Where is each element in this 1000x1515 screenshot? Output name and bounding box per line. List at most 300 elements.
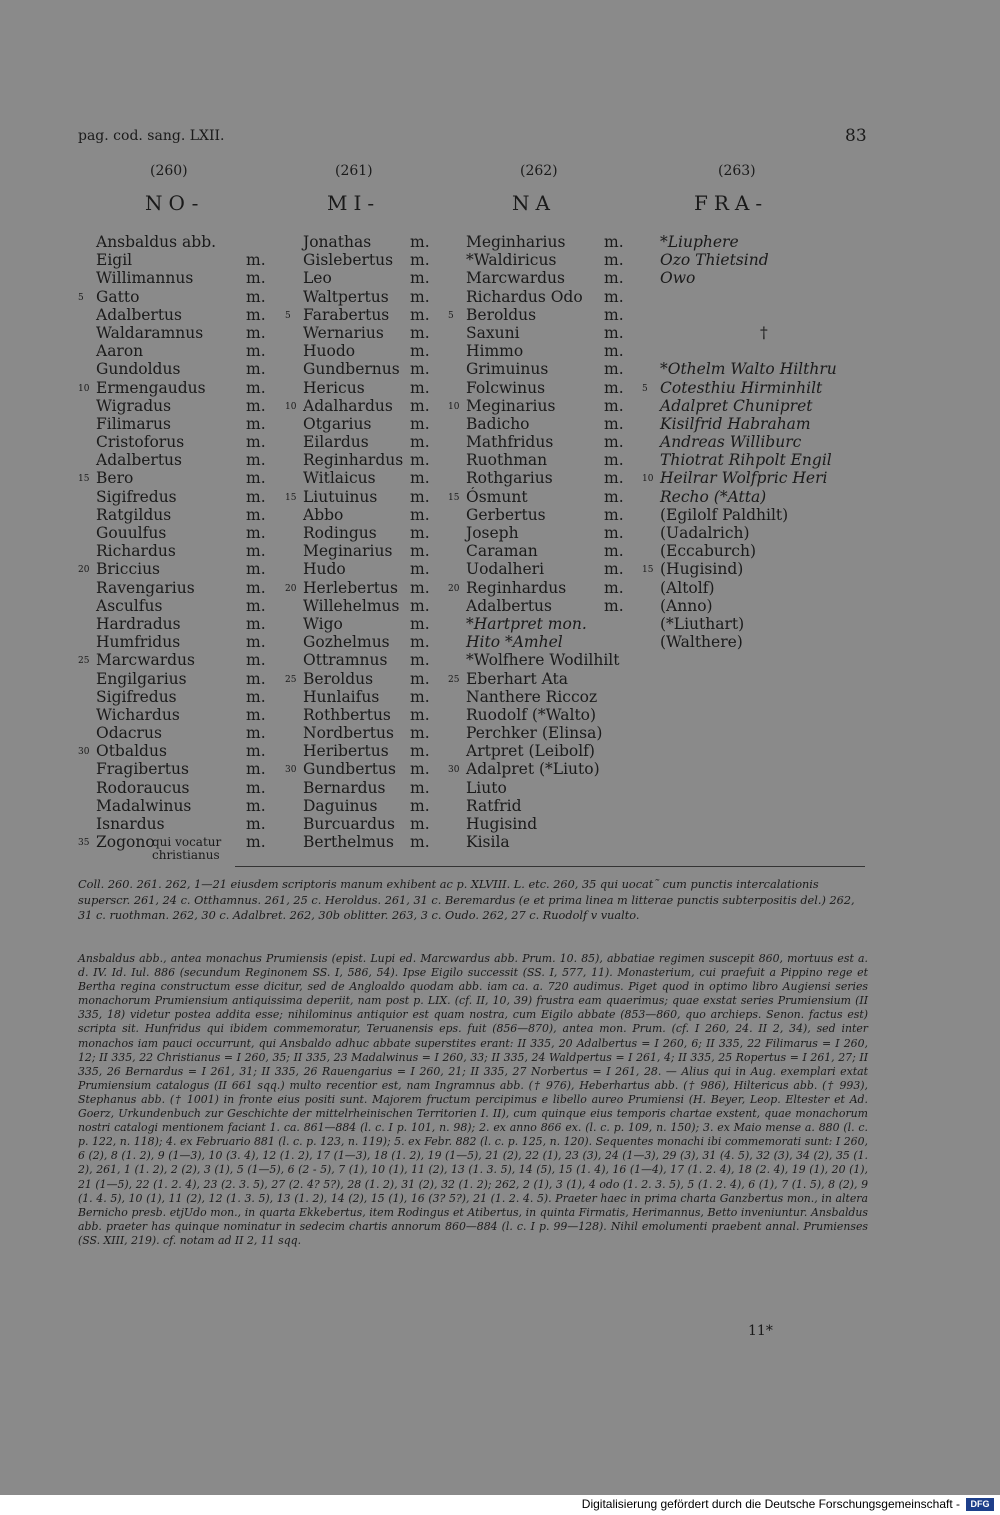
name-row [640,560,865,578]
monachus-mark: m. [410,796,430,815]
monk-name: Adalpret (*Liuto) [466,760,600,779]
name-row [446,797,636,815]
monk-name: Engilgarius [96,669,187,688]
name-row [76,488,276,506]
name-row [76,633,276,651]
monk-name: *Waldiricus [466,251,557,270]
line-number: 5 [642,383,648,394]
name-row [446,433,636,451]
monk-name: Farabertus [303,305,390,324]
monk-name: Ruodolf (*Walto) [466,705,597,724]
name-row [446,579,636,597]
monk-name: Himmo [466,342,524,361]
monk-name: Andreas Williburc [660,433,802,452]
name-row [446,506,636,524]
monachus-mark: m. [410,524,430,542]
monachus-mark: m. [410,360,430,379]
signature-mark: 11* [748,1323,773,1339]
name-row [640,360,865,378]
name-row [446,451,636,469]
name-row [640,633,865,651]
monachus-mark: m. [410,342,430,361]
monk-name: Berthelmus [303,833,394,852]
monachus-mark: m. [410,487,430,506]
name-row [76,433,276,451]
monk-name: (*Liuthart) [660,614,745,633]
name-row [283,724,443,742]
critical-apparatus: Coll. 260. 261. 262, 1—21 eiusdem scriptoris manum exhibent ac p. XLVIII. L. etc. 260, 35 qui uocat˜ cum punctis intercalationis superscr. 261, 24 c. Otthamnus. 261, 25 c. Heroldus. 261, 31 c. Beremardus (e et prima linea m litterae punctis subterpositis del.) 262, 31 c. ruothman. 262, 30 c. Adalbret. 262, 30b oblitter. 263, 3 c. Oudo. 262, 27 c. Ruodolf v vualto. [78,878,855,922]
name-row [76,397,276,415]
dfg-logo: DFG [966,1498,994,1511]
name-row [640,415,865,433]
monachus-mark: m. [246,778,266,797]
monk-name: Otgarius [303,414,372,433]
name-row [76,706,276,724]
line-number: 20 [285,583,297,594]
column-heading-262: NA [512,191,556,215]
line-number: 10 [78,383,90,394]
monachus-mark: m. [246,433,266,452]
monk-name: Adalbertus [96,451,182,470]
name-row [76,615,276,633]
monk-name: *Wolfhere Wodilhilt [466,651,620,670]
name-row [446,288,636,306]
monk-name: Briccius [96,560,161,579]
monk-name: Artpret (Leibolf) [466,742,595,761]
monk-name: Zogono [96,833,155,852]
monk-name: Hunlaifus [303,687,380,706]
monk-name: Herlebertus [303,578,398,597]
monk-name: (Uadalrich) [660,524,750,542]
monachus-mark: m. [604,269,624,288]
monk-name: Uodalheri [466,560,545,579]
name-row [283,742,443,760]
monachus-mark: m. [410,633,430,652]
column-heading-263: FRA- [694,191,769,215]
monachus-mark: m. [410,651,430,670]
name-row [283,288,443,306]
name-row [640,342,865,360]
monk-name: Badicho [466,414,530,433]
monk-name: Hericus [303,378,365,397]
monk-name: Waltpertus [303,287,389,306]
monachus-mark: m. [246,469,266,488]
monk-name: Cotesthiu Hirminhilt [660,378,823,397]
name-row [283,306,443,324]
name-row [76,688,276,706]
monk-name: Marcwardus [96,651,195,670]
monk-name: Wigradus [96,396,172,415]
monk-name: Rothbertus [303,705,391,724]
name-row [283,779,443,797]
name-row [76,542,276,560]
monachus-mark: m. [410,469,430,488]
name-row [283,833,443,851]
monachus-mark: m. [246,505,266,524]
monk-name: Gislebertus [303,251,394,270]
monachus-mark: m. [246,251,266,270]
line-number: 20 [448,583,460,594]
monk-name: *Hartpret mon. [466,614,587,633]
column-261-names [283,233,443,851]
monk-name: Asculfus [96,596,163,615]
monk-name: Rodingus [303,524,377,542]
name-row [283,233,443,251]
name-row [446,251,636,269]
line-number: 10 [448,401,460,412]
monachus-mark: m. [604,287,624,306]
monk-name: Rodoraucus [96,778,190,797]
monachus-mark: m. [246,742,266,761]
monk-name: Odacrus [96,724,162,743]
monk-name: Hugisind [466,815,538,833]
monk-name: (Eccaburch) [660,542,756,561]
name-row [283,324,443,342]
monachus-mark: m. [410,596,430,615]
name-row [76,760,276,778]
monachus-mark: m. [410,833,430,852]
column-number-261: (261) [335,163,373,179]
footer-bar [0,1495,1000,1515]
monachus-mark: m. [410,542,430,561]
monachus-mark: m. [604,524,624,542]
name-row [446,670,636,688]
column-heading-261: MI- [327,191,381,215]
name-row [283,251,443,269]
monk-name: Ravengarius [96,578,195,597]
monachus-mark: m. [246,633,266,652]
monk-name: Nordbertus [303,724,394,743]
column-263-names [640,233,865,651]
monk-name: Burcuardus [303,815,395,833]
name-row [446,379,636,397]
monk-name: Richardus Odo [466,287,583,306]
column-260-names [76,233,276,863]
monachus-mark: m. [410,778,430,797]
monk-name: Willimannus [96,269,194,288]
name-row [446,742,636,760]
monk-name: Aaron [96,342,144,361]
name-row [283,360,443,378]
line-number: 30 [285,765,297,776]
name-row [446,342,636,360]
name-row [640,451,865,469]
monachus-mark: m. [410,614,430,633]
monk-name: Eilardus [303,433,369,452]
monk-name: Recho (*Atta) [660,487,767,506]
monk-name: Adalbertus [96,305,182,324]
name-row [446,724,636,742]
monachus-mark: m. [246,614,266,633]
name-row [446,651,636,669]
name-row [283,579,443,597]
monachus-mark: m. [410,287,430,306]
name-row [640,597,865,615]
monk-name: Ruothman [466,451,548,470]
monachus-mark: m. [246,578,266,597]
name-row [76,379,276,397]
name-row [446,397,636,415]
monk-name: Gundbertus [303,760,396,779]
name-row [446,269,636,287]
monk-name: Meginarius [466,396,556,415]
monachus-mark: m. [410,251,430,270]
name-row [640,433,865,451]
monachus-mark: m. [246,669,266,688]
monk-name: Ansbaldus abb. [96,233,217,251]
monachus-mark: m. [604,305,624,324]
monk-name: (Hugisind) [660,560,744,579]
monachus-mark: m. [246,414,266,433]
name-row [446,615,636,633]
name-row [283,433,443,451]
monachus-mark: m. [604,451,624,470]
cross-mark: † [760,323,768,342]
name-row [76,833,276,863]
monachus-mark: m. [604,487,624,506]
name-row [76,469,276,487]
monk-name: Liuto [466,778,507,797]
monachus-mark: m. [604,505,624,524]
monk-name: (Altolf) [660,578,715,597]
name-annotation: christianus [152,848,220,863]
name-row [446,815,636,833]
name-row [76,506,276,524]
line-number: 10 [642,474,654,485]
monachus-mark: m. [246,705,266,724]
monk-name: Hardradus [96,614,181,633]
name-row [640,469,865,487]
monachus-mark: m. [246,487,266,506]
footnote-rule [235,866,865,867]
line-number: 30 [78,747,90,758]
line-number: 15 [78,474,90,485]
name-row [76,560,276,578]
monk-name: Beroldus [303,669,374,688]
name-row [76,779,276,797]
monk-name: Gouulfus [96,524,167,542]
monk-name: Gatto [96,287,140,306]
monk-name: Adalhardus [303,396,393,415]
monachus-mark: m. [410,669,430,688]
name-row [446,760,636,778]
name-row [76,360,276,378]
column-262-names [446,233,636,851]
name-row [446,633,636,651]
monachus-mark: m. [410,724,430,743]
monk-name: Daguinus [303,796,378,815]
monk-name: Rothgarius [466,469,553,488]
monk-name: Willehelmus [303,596,400,615]
name-row [76,815,276,833]
name-row [283,269,443,287]
name-annotation: qui vocatur [152,835,222,850]
monachus-mark: m. [246,833,266,852]
monk-name: Sigifredus [96,687,177,706]
monachus-mark: m. [410,815,430,833]
monk-name: Hudo [303,560,346,579]
name-row [640,506,865,524]
name-row [640,251,865,269]
column-number-262: (262) [520,163,558,179]
line-number: 25 [285,674,297,685]
monk-name: Liutuinus [303,487,378,506]
monk-name: Otbaldus [96,742,167,761]
monk-name: (Anno) [660,596,713,615]
line-number: 5 [285,310,291,321]
monachus-mark: m. [246,542,266,561]
monachus-mark: m. [604,560,624,579]
monk-name: Abbo [303,505,344,524]
monachus-mark: m. [246,342,266,361]
monachus-mark: m. [410,742,430,761]
name-row [283,415,443,433]
monachus-mark: m. [410,396,430,415]
monachus-mark: m. [604,378,624,397]
monk-name: Kisilfrid Habraham [660,414,811,433]
monk-name: Meginarius [303,542,393,561]
name-row [446,360,636,378]
monk-name: Heribertus [303,742,389,761]
name-row [76,342,276,360]
name-row [446,324,636,342]
line-number: 25 [78,656,90,667]
line-number: 15 [642,565,654,576]
name-row [640,324,865,342]
monk-name: Ratfrid [466,796,522,815]
name-row [283,488,443,506]
name-row [446,488,636,506]
monk-name: Beroldus [466,305,537,324]
name-row [283,797,443,815]
name-row [640,579,865,597]
name-row [640,269,865,287]
monachus-mark: m. [246,360,266,379]
monachus-mark: m. [410,233,430,251]
monk-name: Mathfridus [466,433,554,452]
running-head: pag. cod. sang. LXII. [78,128,225,144]
monk-name: Perchker (Elinsa) [466,724,603,743]
monachus-mark: m. [410,705,430,724]
monk-name: Heilrar Wolfpric Heri [660,469,828,488]
monk-name: Wernarius [303,323,384,342]
name-row [76,269,276,287]
monachus-mark: m. [246,323,266,342]
monachus-mark: m. [410,433,430,452]
monachus-mark: m. [246,815,266,833]
monk-name: Caraman [466,542,538,561]
monk-name: Grimuinus [466,360,549,379]
column-heading-260: NO- [145,191,205,215]
name-row [283,560,443,578]
monachus-mark: m. [410,451,430,470]
monk-name: Joseph [466,524,519,542]
column-number-260: (260) [150,163,188,179]
name-row [76,415,276,433]
name-row [283,815,443,833]
monk-name: Wigo [303,614,343,633]
monk-name: *Liuphere [660,233,739,251]
footer-text: Digitalisierung gefördert durch die Deutsche Forschungsgemeinschaft - [581,1497,960,1511]
name-row [283,688,443,706]
monk-name: Richardus [96,542,176,561]
name-row [283,342,443,360]
name-row [446,706,636,724]
monachus-mark: m. [410,414,430,433]
name-row [283,706,443,724]
monachus-mark: m. [246,378,266,397]
name-row [640,233,865,251]
monachus-mark: m. [604,542,624,561]
monachus-mark: m. [604,578,624,597]
monk-name: Gozhelmus [303,633,390,652]
name-row [76,306,276,324]
monk-name: Nanthere Riccoz [466,687,598,706]
name-row [283,542,443,560]
name-row [446,524,636,542]
name-row [76,233,276,251]
name-row [640,524,865,542]
name-row [283,379,443,397]
monachus-mark: m. [246,524,266,542]
monachus-mark: m. [604,396,624,415]
monk-name: Leo [303,269,332,288]
monk-name: Owo [660,269,696,288]
name-row [640,288,865,306]
monk-name: Ermengaudus [96,378,206,397]
page-number: 83 [845,126,867,146]
monachus-mark: m. [410,505,430,524]
name-row [446,469,636,487]
name-row [76,451,276,469]
name-row [283,451,443,469]
name-row [283,397,443,415]
monk-name: Wichardus [96,705,180,724]
monachus-mark: m. [246,796,266,815]
line-number: 35 [78,838,90,849]
name-row [283,615,443,633]
monk-name: Marcwardus [466,269,565,288]
name-row [640,397,865,415]
name-row [446,560,636,578]
name-row [446,306,636,324]
monk-name: Folcwinus [466,378,546,397]
name-row [446,542,636,560]
monk-name: Eberhart Ata [466,669,568,688]
monachus-mark: m. [604,323,624,342]
monk-name: Filimarus [96,414,171,433]
monachus-mark: m. [604,433,624,452]
monk-name: Gerbertus [466,505,546,524]
column-number-263: (263) [718,163,756,179]
monachus-mark: m. [246,269,266,288]
monk-name: Bernardus [303,778,386,797]
name-row [446,233,636,251]
monk-name: Ósmunt [466,487,528,506]
monk-name: Huodo [303,342,356,361]
monk-name: Hito *Amhel [466,633,563,652]
name-row [640,542,865,560]
monachus-mark: m. [604,233,624,251]
monk-name: (Egilolf Paldhilt) [660,505,789,524]
monachus-mark: m. [246,305,266,324]
name-row [283,633,443,651]
name-row [76,670,276,688]
line-number: 20 [78,565,90,576]
monk-name: Adalbertus [466,596,552,615]
line-number: 30 [448,765,460,776]
monk-name: Humfridus [96,633,181,652]
